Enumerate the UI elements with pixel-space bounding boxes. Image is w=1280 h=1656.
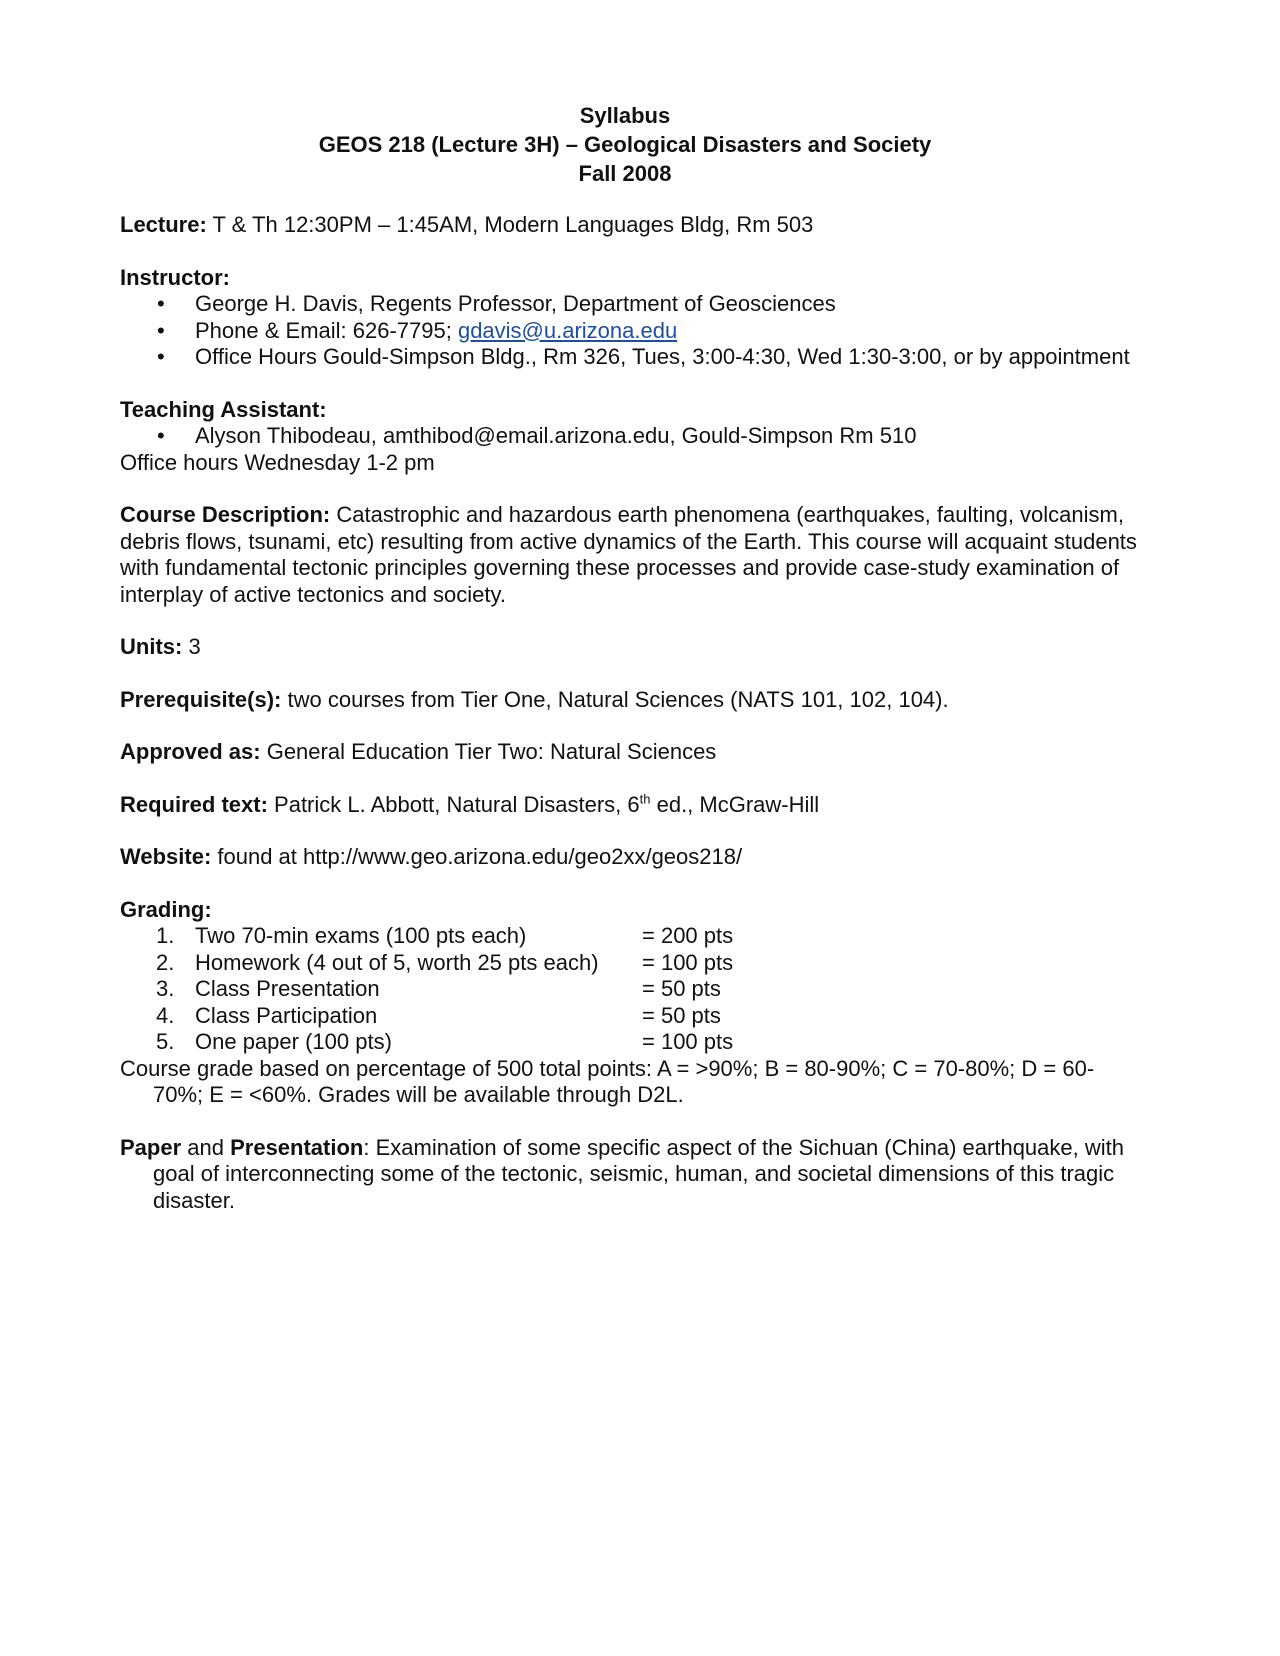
description-label: Course Description: [120, 502, 331, 527]
lecture-value: T & Th 12:30PM – 1:45AM, Modern Languages Bldg, Rm 503 [206, 212, 814, 237]
syllabus-page [120, 101, 1140, 1240]
required-text-label: Required text: [120, 791, 268, 817]
grading-row [120, 923, 1140, 950]
required-text-publisher: ed., McGraw-Hill [650, 791, 820, 817]
grading-item: Class Participation [195, 1002, 378, 1028]
grading-row [120, 950, 1140, 977]
list-item [120, 344, 1140, 371]
instructor-phone: Phone & Email: 626-7795; [195, 317, 458, 343]
grading-points: = 200 pts [642, 923, 734, 948]
instructor-name: George H. Davis, Regents Professor, Department of Geosciences [195, 291, 836, 316]
lecture-section [120, 212, 1140, 239]
grading-item: One paper (100 pts) [195, 1029, 392, 1054]
edition-suffix: th [639, 791, 651, 807]
bullet-icon: • [157, 344, 165, 369]
ta-section [120, 397, 1140, 477]
grading-item: Two 70-min exams (100 pts each) [195, 923, 527, 948]
grading-points: = 50 pts [642, 1002, 721, 1028]
website-section [120, 844, 1140, 871]
description-section [120, 502, 1140, 608]
approved-label: Approved as: [120, 739, 261, 764]
grading-row [120, 1003, 1140, 1030]
instructor-email-link[interactable]: gdavis@u.arizona.edu [457, 317, 678, 343]
list-item [120, 291, 1140, 318]
ta-list [120, 423, 1140, 450]
title-term: Fall 2008 [578, 161, 672, 186]
grading-number: 2. [156, 949, 175, 975]
grading-section [120, 897, 1140, 1109]
paper-label: Paper [120, 1134, 182, 1160]
grading-number: 4. [156, 1002, 175, 1028]
paper-section [120, 1135, 1140, 1215]
required-text-value: Patrick L. Abbott, Natural Disasters, 6 [267, 791, 640, 817]
grading-number: 3. [156, 976, 175, 1001]
grading-row [120, 976, 1140, 1003]
website-value: found at http://www.geo.arizona.edu/geo2xx/geos218/ [211, 844, 743, 869]
ta-label: Teaching Assistant: [120, 396, 327, 422]
grading-label: Grading: [120, 896, 212, 922]
ta-office-hours: Office hours Wednesday 1-2 pm [120, 449, 435, 475]
grading-number: 1. [156, 923, 175, 948]
approved-section [120, 739, 1140, 766]
bullet-icon: • [157, 317, 165, 343]
description-text: Catastrophic and hazardous earth phenomena (earthquakes, faulting, volcanism, debris flows, tsunami, etc) resulting from active dynamics of the Earth. This course will acquaint students with fundamental tectonic principles governing these processes and provide case-study examination of interplay of active tectonics and society. [120, 502, 1137, 607]
grading-points: = 50 pts [642, 976, 721, 1001]
grading-summary: Course grade based on percentage of 500 total points: A = >90%; B = 80-90%; C = 70-80%; D = 60-70%; E = <60%. Grades will be available through D2L. [120, 1055, 1095, 1107]
instructor-label: Instructor: [120, 264, 230, 290]
grading-row [120, 1029, 1140, 1056]
instructor-list [120, 291, 1140, 371]
bullet-icon: • [157, 423, 165, 448]
grading-number: 5. [156, 1029, 175, 1054]
grading-points: = 100 pts [642, 1029, 734, 1054]
units-section [120, 634, 1140, 661]
grading-item: Class Presentation [195, 976, 380, 1001]
prereq-label: Prerequisite(s): [120, 686, 282, 712]
grading-points: = 100 pts [642, 949, 734, 975]
prereq-value: two courses from Tier One, Natural Sciences (NATS 101, 102, 104). [281, 686, 949, 712]
instructor-office-hours: Office Hours Gould-Simpson Bldg., Rm 326, Tues, 3:00-4:30, Wed 1:30-3:00, or by appointment [195, 344, 1130, 369]
ta-info: Alyson Thibodeau, amthibod@email.arizona.edu, Gould-Simpson Rm 510 [195, 423, 917, 448]
paper-and: and [181, 1134, 231, 1160]
grading-item: Homework (4 out of 5, worth 25 pts each) [195, 949, 599, 975]
units-value: 3 [182, 634, 201, 659]
paper-text: : Examination of some specific aspect of the Sichuan (China) earthquake, with goal of interconnecting some of the tectonic, seismic, human, and societal dimensions of this tragic disaster. [153, 1134, 1124, 1213]
presentation-label: Presentation [230, 1134, 364, 1160]
website-label: Website: [120, 844, 212, 869]
list-item [120, 423, 1140, 450]
required-text-section [120, 792, 1140, 819]
lecture-label: Lecture: [120, 212, 207, 237]
bullet-icon: • [157, 291, 165, 316]
document-title [110, 101, 1140, 188]
list-item [120, 318, 1140, 345]
prereq-section [120, 687, 1140, 714]
instructor-section [120, 265, 1140, 371]
title-course: GEOS 218 (Lecture 3H) – Geological Disasters and Society [318, 132, 932, 157]
approved-value: General Education Tier Two: Natural Sciences [260, 739, 717, 764]
units-label: Units: [120, 634, 183, 659]
title-syllabus: Syllabus [579, 103, 671, 128]
